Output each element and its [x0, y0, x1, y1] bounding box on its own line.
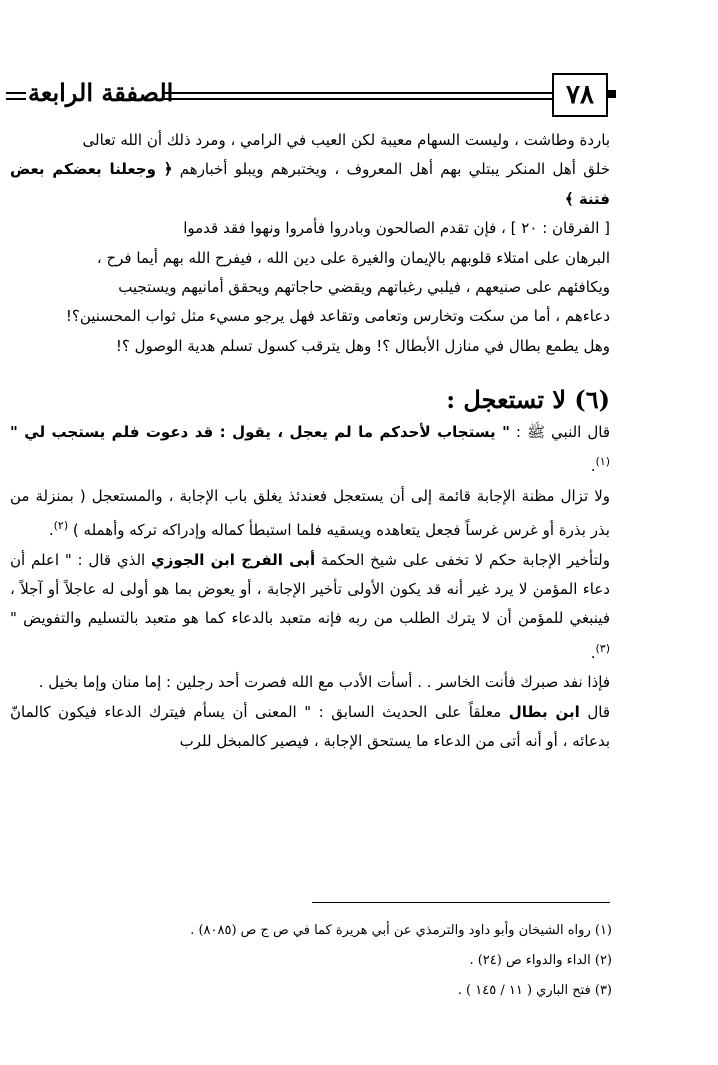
footnote-separator	[312, 902, 610, 903]
section-2-text	[10, 418, 610, 756]
header-rule-left-2	[6, 98, 26, 100]
line-4: البرهان على امتلاء قلوبهم بالإيمان والغيرة على دين الله ، فيفرح الله بهم أيما فرح ،	[96, 248, 610, 267]
paragraph-hadith: قال النبي ﷺ : " يستجاب لأحدكم ما لم يعجل ، يقول : قد دعوت فلم يستجب لي " $^{(١)}$.	[10, 423, 610, 476]
line-6: دعاءهم ، أما من سكت وتخارس وتعامى وتقاعد فهل يرجو مسيء مثل ثواب المحسنين؟!	[65, 307, 610, 326]
footnote-ref-3: (٣)	[595, 641, 610, 655]
page-number: ٧٨	[566, 80, 594, 110]
header-rule-middle-2	[164, 98, 552, 100]
scholar-name: أبى الفرج ابن الجوزي	[151, 550, 316, 569]
header-tick	[608, 90, 616, 98]
line-5: ويكافئهم على صنيعهم ، فيلبي رغباتهم ويقضي حاجاتهم ويحقق أمانيهم ويستجيب	[118, 278, 610, 297]
header-title: الصفقة الرابعة	[28, 78, 174, 107]
quran-verse: ﴿ وجعلنا بعضكم بعض فتنة ﴾	[10, 160, 610, 208]
header-rule-middle	[164, 92, 552, 94]
section-heading: (٦) لا تستعجل :	[446, 385, 610, 414]
paragraph-3: ولتأخير الإجابة حكم لا تخفى على شيخ الحكمة أبى الفرج ابن الجوزي الذي قال : " اعلم أن دعاء المؤمن لا يرد غير أنه قد يكون الأولى تأخير الإجابة ، أو يعوض بما هو أولى له عاجلاً أو آجلاً ، فينبغي للمؤمن أن لا يترك الطلب من ربه فإنه متعبد بالدعاء كما هو متعبد بالتسليم والتفويض " $^{(٣)}$.	[10, 550, 610, 662]
paragraph-5: قال ابن بطال معلقاً على الحديث السابق : " المعنى أن يسأم فيترك الدعاء فيكون كالمانّ بدعائه ، أو أنه أتى من الدعاء ما يستحق الإجابة ، فيصير كالمبخل للرب	[10, 702, 610, 751]
footnote-1: (١) رواه الشيخان وأبو داود والترمذي عن أبي هريرة كما في ص ج ص (٨٠٨٥) .	[190, 923, 612, 938]
line-2: خلق أهل المنكر يبتلي بهم أهل المعروف ، ويختبرهم ويبلو أخبارهم ﴿ وجعلنا بعضكم بعض فتنة ﴾	[10, 160, 610, 208]
section-1-text	[10, 126, 610, 361]
page-number-box	[552, 73, 608, 117]
paragraph-2: ولا تزال مظنة الإجابة قائمة إلى أن يستعجل فعندئذ يغلق باب الإجابة ، والمستعجل ( بمنزلة من بذر بذرة أو غرس غرساً فجعل يتعاهده ويسقيه فلما استبطأ كماله وإدراكه تركه وأهمله ) $^{(٢)}$.	[10, 486, 610, 540]
header-rule-left	[6, 92, 26, 94]
footnote-2: (٢) الداء والدواء ص (٢٤) .	[469, 953, 612, 968]
scholar-name-2: ابن بطال	[508, 702, 580, 721]
line-3: [ الفرقان : ٢٠ ] ، فإن تقدم الصالحون وبادروا فأمروا ونهوا فقد قدموا	[183, 219, 610, 238]
paragraph-4: فإذا نفد صبرك فأنت الخاسر . . أسأت الأدب مع الله فصرت أحد رجلين : إما منان وإما بخيل .	[38, 673, 610, 692]
line-7: وهل يطمع بطال في منازل الأبطال ؟! وهل يترقب كسول تسلم هدية الوصول ؟!	[115, 336, 610, 355]
footnote-ref-2: (٢)	[53, 519, 69, 533]
line-1: باردة وطاشت ، وليست السهام معيبة لكن العيب في الرامي ، ومرد ذلك أن الله تعالى	[82, 131, 610, 149]
footnote-3: (٣) فتح الباري ( ١١ / ١٤٥ ) .	[457, 983, 612, 998]
footnotes	[100, 916, 612, 1006]
footnote-ref-1: (١)	[595, 455, 610, 469]
hadith-quote: " يستجاب لأحدكم ما لم يعجل ، يقول : قد دعوت فلم يستجب لي "	[10, 423, 510, 441]
